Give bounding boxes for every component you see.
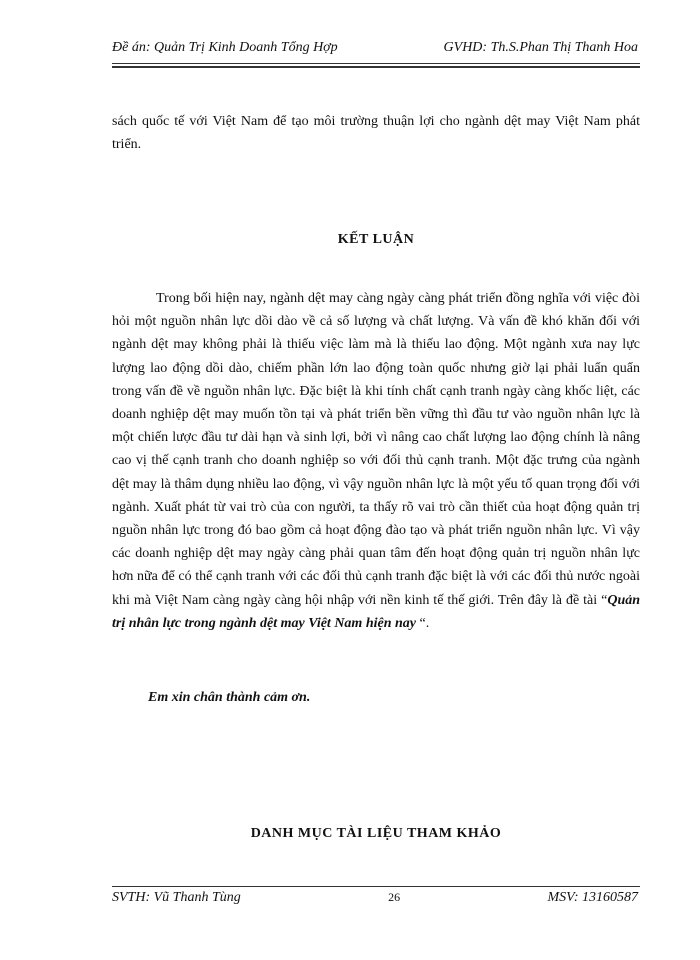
header-supervisor: GVHD: Th.S.Phan Thị Thanh Hoa: [443, 40, 638, 55]
topic-close-quote: “.: [416, 615, 430, 631]
header-divider: [112, 63, 640, 64]
footer-divider: [112, 886, 640, 887]
header-project-title: Đề án: Quản Trị Kinh Doanh Tổng Hợp: [112, 40, 338, 55]
page-footer: [112, 890, 638, 906]
footer-student-id: MSV: 13160587: [547, 890, 638, 905]
conclusion-body-text: Trong bối hiện nay, ngành dệt may càng ngày càng phát triển đồng nghĩa với việc đòi hỏi một nguồn nhân lực dồi dào về cả số lượng và chất lượng. Và vấn đề khó khăn đối với ngành dệt may không phải là thiếu việc làm mà là thiếu lao động. Một ngành xưa nay lực lượng lao động dồi dào, chiếm phần lớn lao động toàn quốc nhưng giờ lại phải luẩn quẩn trong vấn đề về nguồn nhân lực. Đặc biệt là khi tính chất cạnh tranh ngày càng khốc liệt, các doanh nghiệp dệt may muốn tồn tại và phát triển bền vững thì đầu tư vào nguồn nhân lực là một chiến lược đầu tư dài hạn và sinh lợi, bởi vì nâng cao chất lượng lao động chính là nâng cao vị thế cạnh tranh cho doanh nghiệp so với đối thủ cạnh tranh. Một đặc trưng của ngành dệt may là thâm dụng nhiều lao động, vì vậy nguồn nhân lực là một yếu tố quan trọng đối với ngành. Xuất phát từ vai trò của con người, ta thấy rõ vai trò cần thiết của hoạt động quản trị nguồn nhân lực trong đó bao gồm cả hoạt động đào tạo và phát triển nguồn nhân lực. Vì vậy các doanh nghiệp dệt may ngày càng phải quan tâm đến hoạt động quản trị nguồn nhân lực hơn nữa để có thể cạnh tranh với các đối thủ cạnh tranh đặc biệt là với các đối thủ nước ngoài khi mà Việt Nam càng ngày càng hội nhập với nền kinh tế thế giới. Trên đây là đề tài: [112, 291, 640, 608]
page-header: [112, 40, 638, 56]
page-number: 26: [388, 890, 401, 904]
header-divider-thick: [112, 66, 640, 68]
footer-student: SVTH: Vũ Thanh Tùng: [112, 890, 241, 905]
topic-title: Quản trị nhân lực trong ngành dệt may Việt Nam hiện nay: [112, 592, 641, 631]
topic-open-quote: “: [597, 592, 608, 608]
conclusion-paragraph: [112, 287, 640, 635]
intro-paragraph: sách quốc tế với Việt Nam để tạo môi trường thuận lợi cho ngành dệt may Việt Nam phát triển.: [112, 114, 640, 153]
references-heading: DANH MỤC TÀI LIỆU THAM KHẢO: [250, 826, 502, 841]
thanks-line: Em xin chân thành cảm ơn.: [148, 690, 311, 705]
conclusion-heading: KẾT LUẬN: [337, 232, 415, 247]
